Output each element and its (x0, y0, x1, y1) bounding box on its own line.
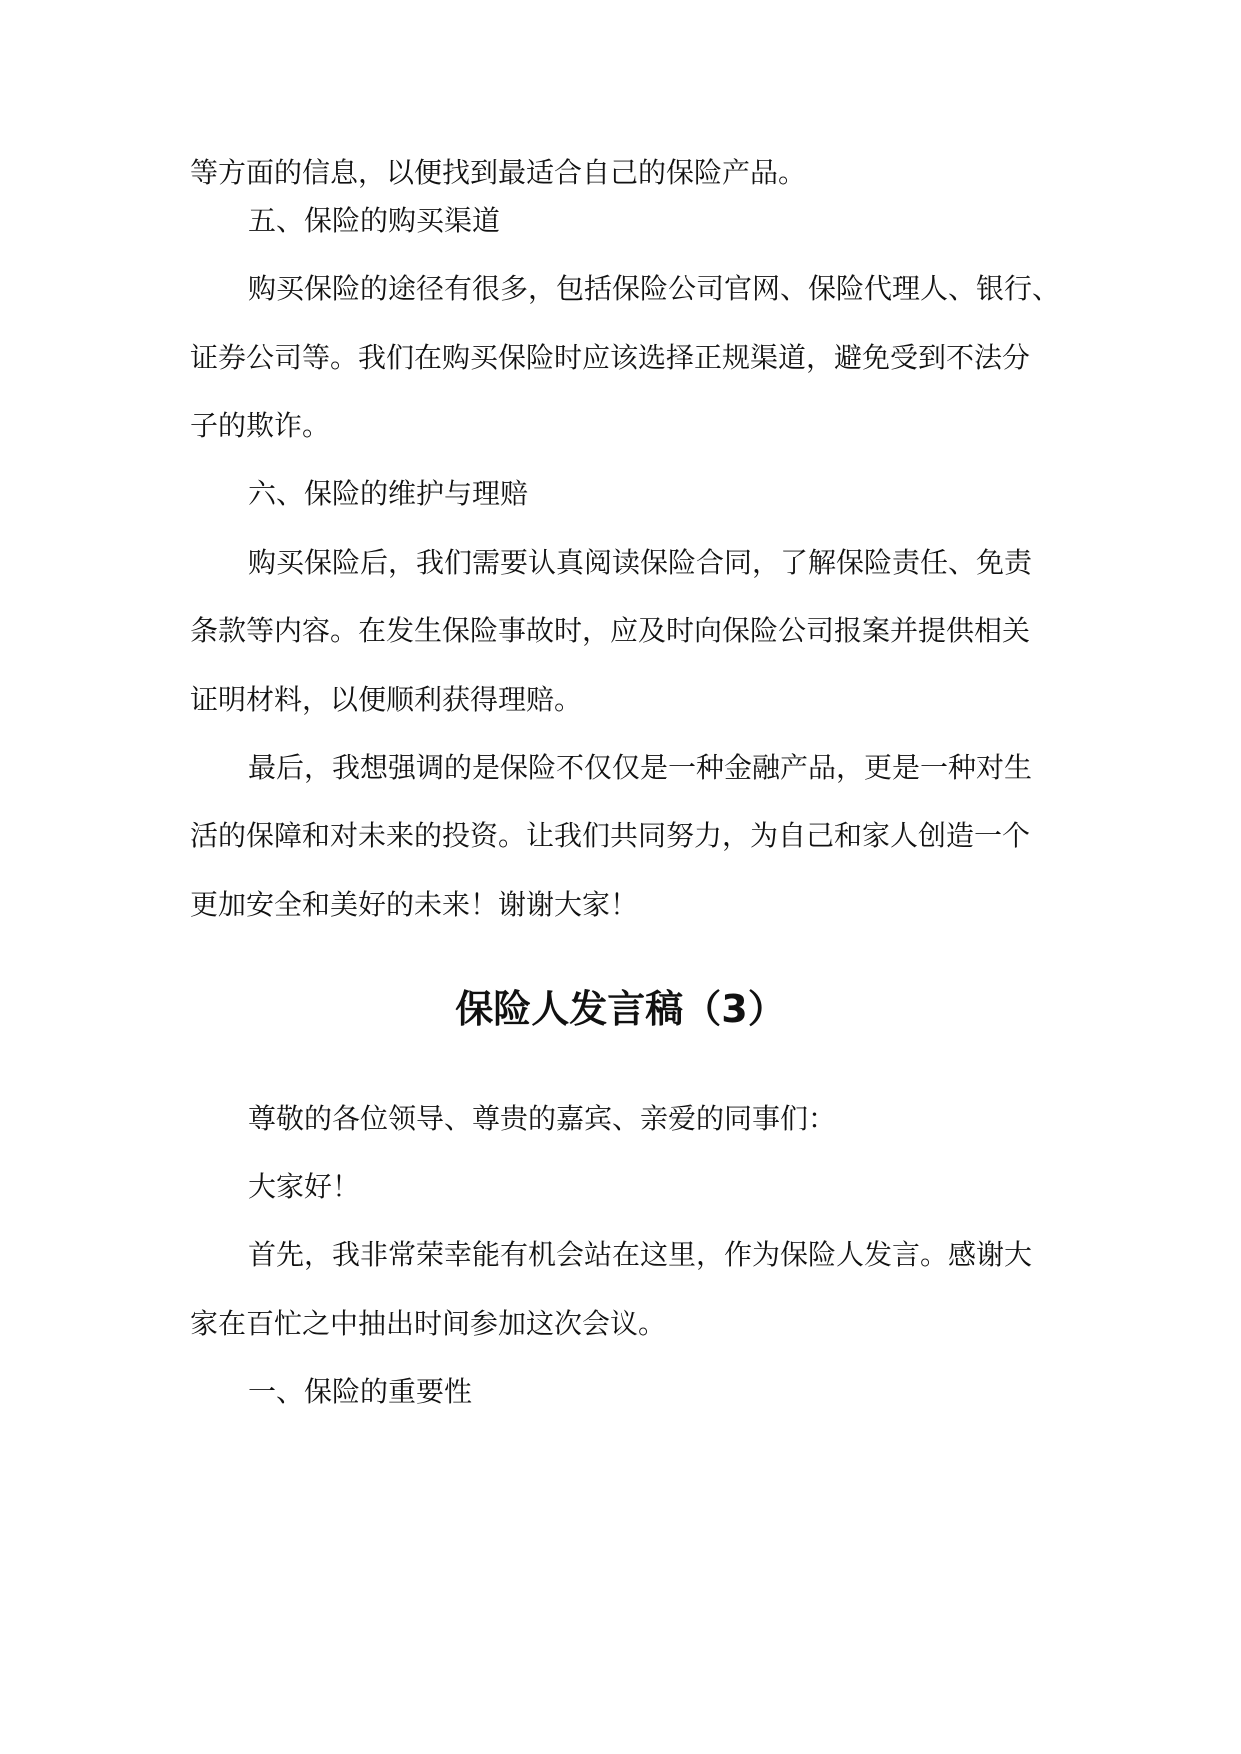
greeting-line: 大家好！ (248, 1170, 361, 1203)
paragraph-line: 等方面的信息，以便找到最适合自己的保险产品。 (190, 156, 807, 189)
paragraph-line: 购买保险后，我们需要认真阅读保险合同，了解保险责任、免责 (248, 546, 1033, 579)
paragraph-line: 证明材料，以便顺利获得理赔。 (190, 683, 583, 716)
paragraph-line: 家在百忙之中抽出时间参加这次会议。 (190, 1307, 667, 1340)
section-heading-5: 五、保险的购买渠道 (248, 204, 501, 237)
document-title: 保险人发言稿（3） (455, 987, 786, 1031)
section-heading-1: 一、保险的重要性 (248, 1375, 473, 1408)
paragraph-line: 购买保险的途径有很多，包括保险公司官网、保险代理人、银行、 (248, 272, 1061, 305)
section-heading-6: 六、保险的维护与理赔 (248, 477, 529, 510)
paragraph-line: 证券公司等。我们在购买保险时应该选择正规渠道，避免受到不法分 (190, 341, 1031, 374)
paragraph-line: 最后，我想强调的是保险不仅仅是一种金融产品，更是一种对生 (248, 751, 1033, 784)
paragraph-line: 首先，我非常荣幸能有机会站在这里，作为保险人发言。感谢大 (248, 1238, 1033, 1271)
paragraph-line: 子的欺诈。 (190, 409, 331, 442)
greeting-line: 尊敬的各位领导、尊贵的嘉宾、亲爱的同事们： (248, 1102, 837, 1135)
paragraph-line: 条款等内容。在发生保险事故时，应及时向保险公司报案并提供相关 (190, 614, 1031, 647)
paragraph-line: 更加安全和美好的未来！谢谢大家！ (190, 888, 639, 921)
paragraph-line: 活的保障和对未来的投资。让我们共同努力，为自己和家人创造一个 (190, 819, 1031, 852)
